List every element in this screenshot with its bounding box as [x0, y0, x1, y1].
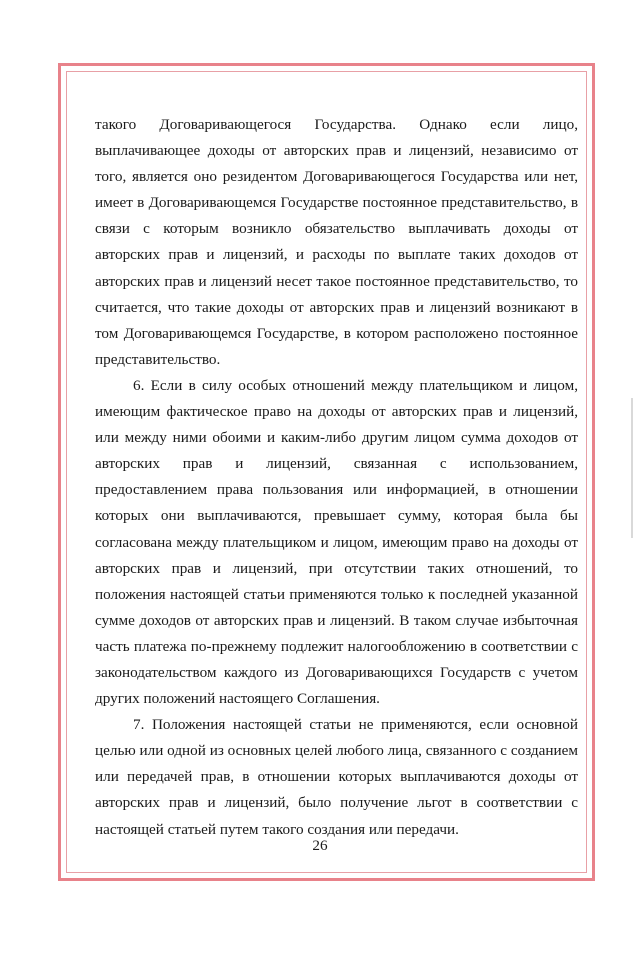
document-body	[95, 112, 578, 843]
scan-edge-mark	[631, 398, 633, 538]
paragraph-continuation: выплачивающее доходы от авторских прав и лицензий, независимо от того, является оно резидентом Договаривающегося Государства или нет, имеет в Договаривающемся Государстве постоянное представительство, в связи с которым возникло обязательство выплачивать доходы от авторских прав и лицензий, и расходы по выплате таких доходов от авторских прав и лицензий несет такое постоянное представительство, то считается, что такие доходы от авторских прав и лицензий возникают в том Договаривающемся Государстве, в котором расположено постоянное представительство.	[95, 142, 578, 368]
paragraph-continuation-first-line: такого Договаривающегося Государства. Однако если лицо,	[95, 116, 578, 133]
page-number: 26	[312, 837, 328, 854]
paragraph-clause-6: 6. Если в силу особых отношений между плательщиком и лицом, имеющим фактическое право на доходы от авторских прав и лицензий, или между ними обоими и каким-либо другим лицом сумма доходов от авторских прав и лицензий, связанная с использованием, предоставлением права пользования или информацией, в отношении которых они выплачиваются, превышает сумму, которая была бы согласована между плательщиком и лицом, имеющим право на доходы от авторских прав и лицензий, при отсутствии таких отношений, то положения настоящей статьи применяются только к последней указанной сумме доходов от авторских прав и лицензий. В таком случае избыточная часть платежа по-прежнему подлежит налогообложению в соответствии с законодательством каждого из Договаривающихся Государств с учетом других положений настоящего Соглашения.	[95, 376, 578, 708]
paragraph-clause-7: 7. Положения настоящей статьи не применяются, если основной целью или одной из основных целей любого лица, связанного с созданием или передачей прав, в отношении которых выплачиваются доходы от авторских прав и лицензий, было получение льгот в соответствии с настоящей статьей путем такого создания или передачи.	[95, 716, 578, 838]
